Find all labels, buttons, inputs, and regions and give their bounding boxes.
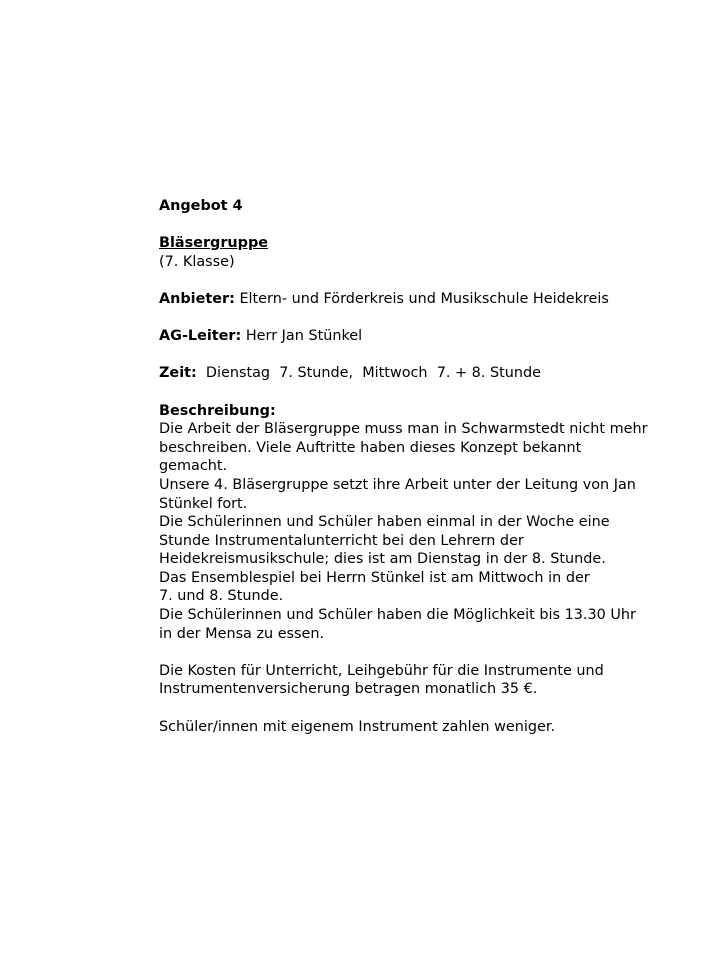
offer-grade: (7. Klasse) xyxy=(159,253,235,270)
provider-label: Anbieter: xyxy=(159,290,235,307)
time-row xyxy=(159,364,699,383)
spacer xyxy=(159,346,699,365)
spacer xyxy=(159,699,699,718)
time-value: Dienstag 7. Stunde, Mittwoch 7. + 8. Stunde xyxy=(196,365,541,382)
description-line: Heidekreismusikschule; dies ist am Dienstag in der 8. Stunde. xyxy=(159,551,606,568)
provider-row xyxy=(159,290,699,309)
description-line: Stünkel fort. xyxy=(159,495,248,512)
description-line: Die Schülerinnen und Schüler haben die Möglichkeit bis 13.30 Uhr xyxy=(159,607,636,624)
offer-title: Bläsergruppe xyxy=(159,235,269,252)
offer-heading: Angebot 4 xyxy=(159,198,243,214)
description-line: gemacht. xyxy=(159,458,228,475)
costs-line: Instrumentenversicherung betragen monatlich 35 €. xyxy=(159,681,538,698)
spacer xyxy=(159,309,699,328)
costs-line: Die Kosten für Unterricht, Leihgebühr für die Instrumente und xyxy=(159,662,604,679)
description-line: in der Mensa zu essen. xyxy=(159,625,325,642)
provider-value: Eltern- und Förderkreis und Musikschule Heidekreis xyxy=(234,290,609,307)
leader-label: AG-Leiter: xyxy=(159,328,242,345)
description-line: Die Schülerinnen und Schüler haben einmal in der Woche eine xyxy=(159,514,610,531)
description-line: Unsere 4. Bläsergruppe setzt ihre Arbeit unter der Leitung von Jan xyxy=(159,476,636,493)
document-page xyxy=(159,197,699,736)
time-label: Zeit: xyxy=(159,365,197,382)
description-line: beschreiben. Viele Auftritte haben dieses Konzept bekannt xyxy=(159,439,582,456)
spacer xyxy=(159,643,699,662)
description-line: Stunde Instrumentalunterricht bei den Lehrern der xyxy=(159,532,524,549)
leader-value: Herr Jan Stünkel xyxy=(241,328,363,345)
own-instrument-note: Schüler/innen mit eigenem Instrument zahlen weniger. xyxy=(159,718,556,735)
description-line: 7. und 8. Stunde. xyxy=(159,588,284,605)
leader-row xyxy=(159,327,699,346)
spacer xyxy=(159,271,699,290)
spacer xyxy=(159,383,699,402)
description-line: Das Ensemblespiel bei Herrn Stünkel ist am Mittwoch in der xyxy=(159,569,590,586)
description-line: Die Arbeit der Bläsergruppe muss man in Schwarmstedt nicht mehr xyxy=(159,421,648,438)
description-label: Beschreibung: xyxy=(159,402,276,419)
spacer xyxy=(159,216,699,235)
